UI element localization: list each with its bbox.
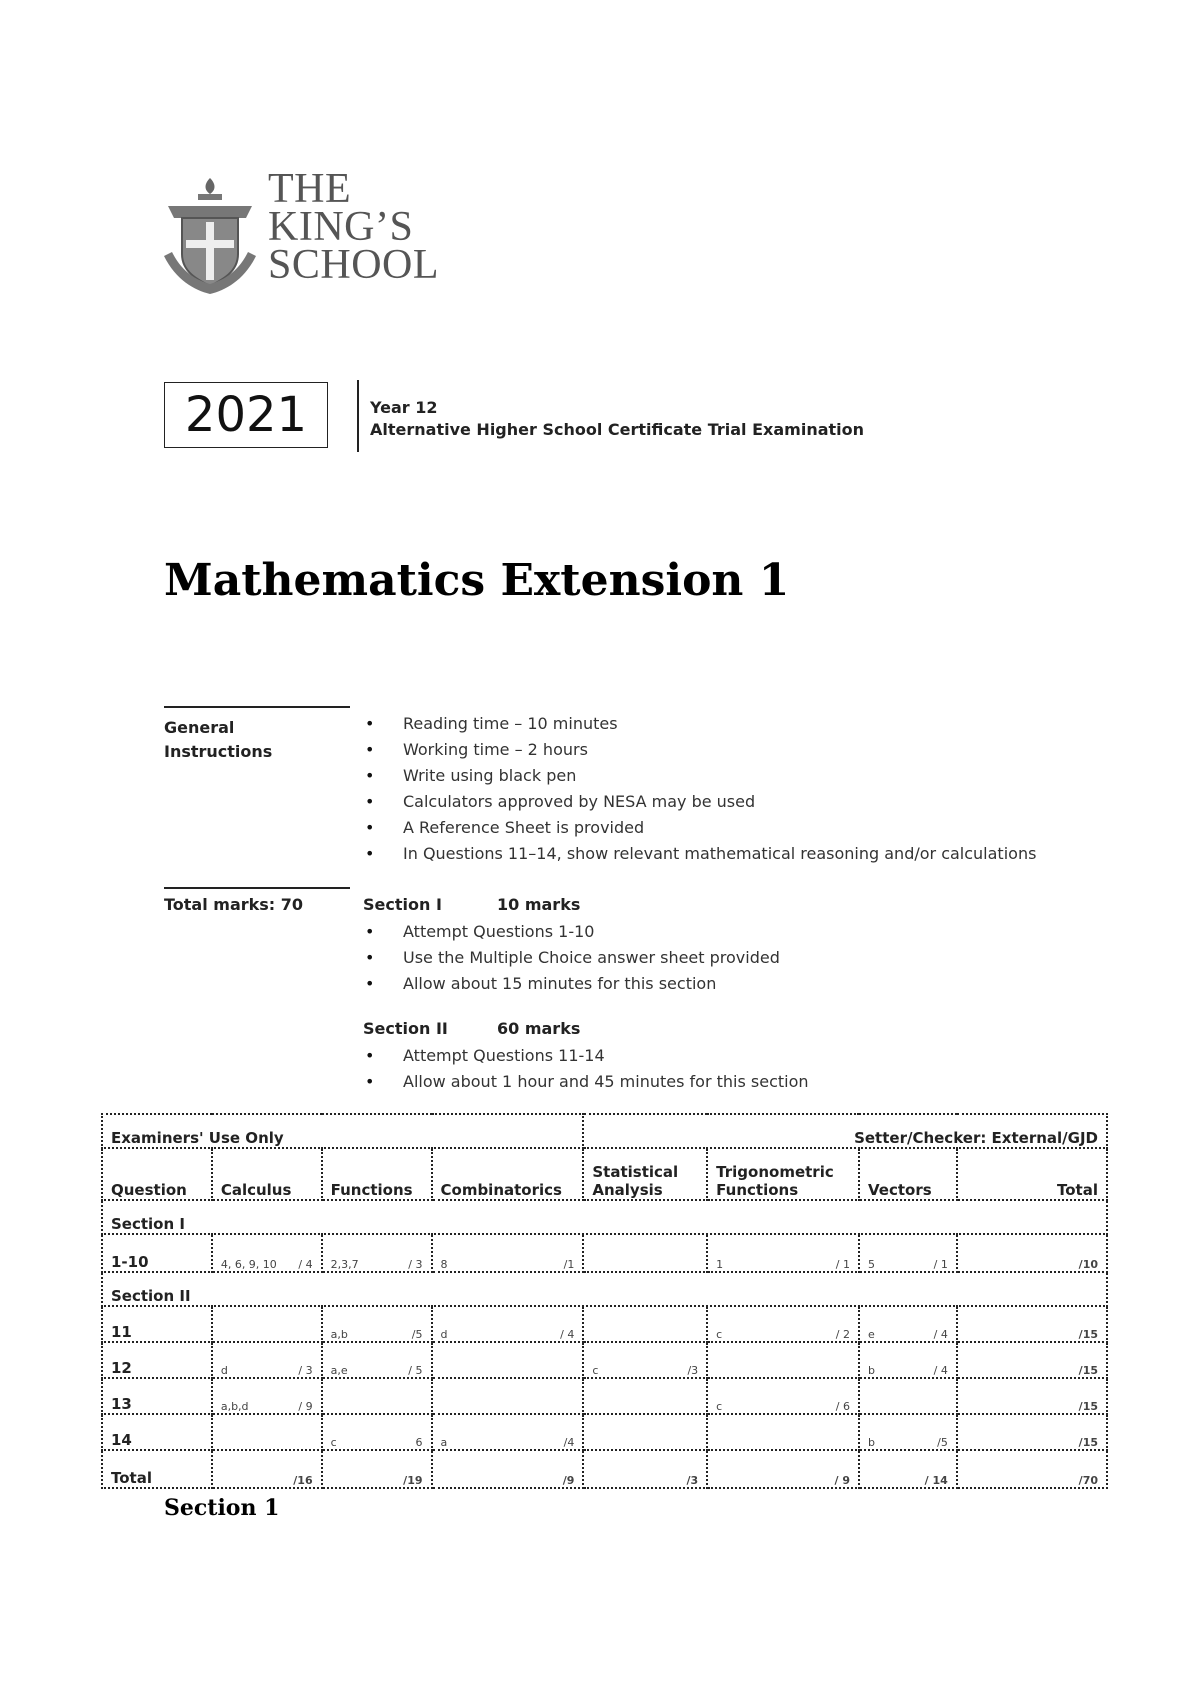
- total-marks: Total marks: 70: [164, 895, 304, 914]
- examiners-table: [101, 1113, 1108, 1489]
- list-item: • A Reference Sheet is provided: [363, 815, 1036, 841]
- section-ii-marks: 60 marks: [497, 1019, 581, 1038]
- header-combinatorics: Combinatorics: [432, 1148, 584, 1200]
- crest-icon: [160, 176, 260, 296]
- table-row: 11 a,b /5 d / 4 c / 2 e / 4 /15: [102, 1306, 1107, 1342]
- header-divider: [357, 380, 359, 452]
- section-i-row-label: Section I: [102, 1200, 1107, 1234]
- list-item: • Use the Multiple Choice answer sheet provided: [363, 945, 780, 971]
- list-item: • In Questions 11–14, show relevant mathematical reasoning and/or calculations: [363, 841, 1036, 867]
- table-row: 13 a,b,d / 9 c / 6 /15: [102, 1378, 1107, 1414]
- year-level: Year 12: [370, 398, 438, 417]
- section-1-heading: Section 1: [164, 1495, 280, 1521]
- divider: [164, 887, 350, 889]
- table-row: 1-10 4, 6, 9, 10 / 4 2,3,7 / 3 8 /1 1 / 1 5 / 1 /10: [102, 1234, 1107, 1272]
- table-row: 12 d / 3 a,e / 5 c /3 b / 4 /15: [102, 1342, 1107, 1378]
- section-i-name: Section I: [363, 895, 442, 914]
- list-item: • Attempt Questions 11-14: [363, 1043, 809, 1069]
- general-instructions-list: [363, 711, 1036, 867]
- section-ii-list: [363, 1043, 809, 1095]
- section-ii-name: Section II: [363, 1019, 448, 1038]
- examiners-use-label: Examiners' Use Only: [102, 1114, 583, 1148]
- table-row: 14 c 6 a /4 b /5 /15: [102, 1414, 1107, 1450]
- section-ii-row-label: Section II: [102, 1272, 1107, 1306]
- header-vectors: Vectors: [859, 1148, 957, 1200]
- list-item: • Working time – 2 hours: [363, 737, 1036, 763]
- table-total-row: Total /16 /19 /9 /3 / 9 / 14 /70: [102, 1450, 1107, 1488]
- divider: [164, 706, 350, 708]
- header-calculus: Calculus: [212, 1148, 322, 1200]
- page-title: Mathematics Extension 1: [164, 555, 790, 606]
- year-box: 2021: [164, 382, 328, 448]
- list-item: • Write using black pen: [363, 763, 1036, 789]
- exam-name: Alternative Higher School Certificate Trial Examination: [370, 420, 865, 439]
- list-item: • Calculators approved by NESA may be used: [363, 789, 1036, 815]
- header-trigonometric-functions: Trigonometric Functions: [707, 1148, 859, 1200]
- list-item: • Allow about 1 hour and 45 minutes for this section: [363, 1069, 809, 1095]
- logo-wordmark: THE KING’S SCHOOL: [268, 166, 440, 288]
- general-instructions-label: General Instructions: [164, 718, 273, 761]
- section-i-list: [363, 919, 780, 997]
- header-question: Question: [102, 1148, 212, 1200]
- header-functions: Functions: [322, 1148, 432, 1200]
- school-logo: [160, 166, 460, 295]
- header-statistical-analysis: Statistical Analysis: [583, 1148, 707, 1200]
- list-item: • Attempt Questions 1-10: [363, 919, 780, 945]
- section-i-marks: 10 marks: [497, 895, 581, 914]
- header-total: Total: [957, 1148, 1107, 1200]
- list-item: • Allow about 15 minutes for this section: [363, 971, 780, 997]
- list-item: • Reading time – 10 minutes: [363, 711, 1036, 737]
- setter-checker: Setter/Checker: External/GJD: [583, 1114, 1107, 1148]
